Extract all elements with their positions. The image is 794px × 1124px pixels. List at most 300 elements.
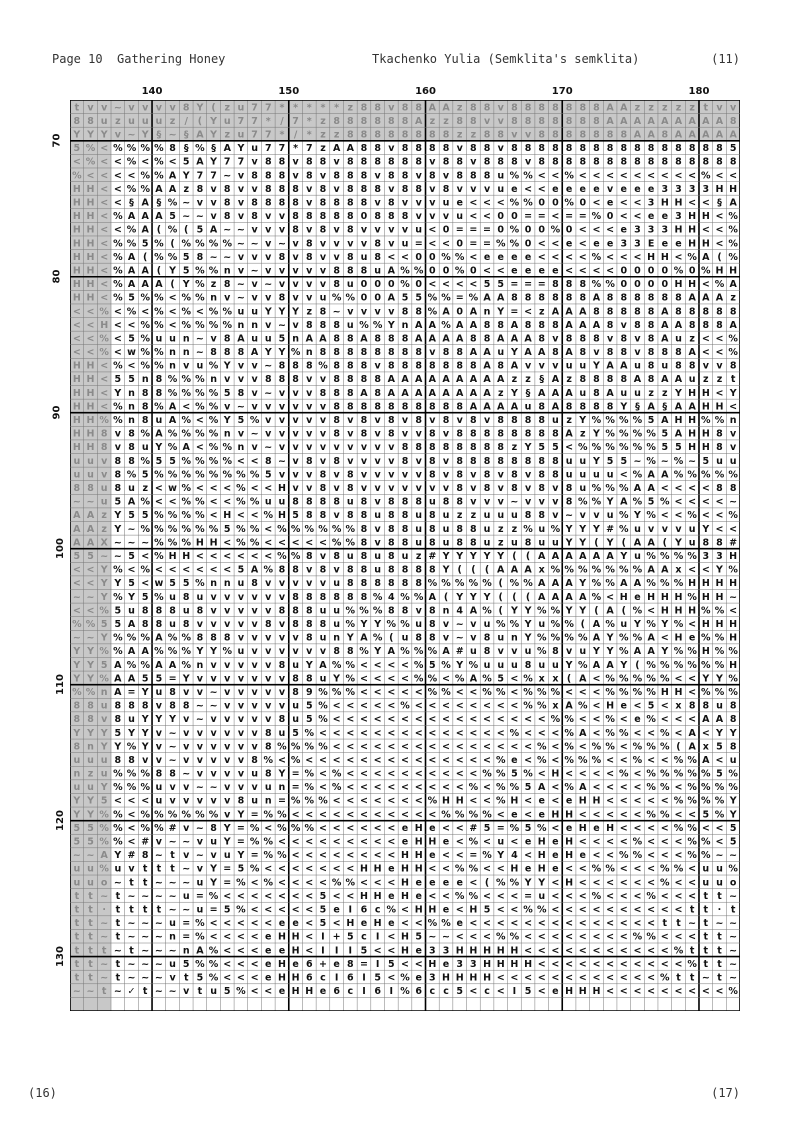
- stitch-symbol: 5: [73, 551, 81, 562]
- stitch-symbol: v: [716, 102, 723, 114]
- stitch-symbol: %: [113, 211, 123, 223]
- stitch-symbol: %: [181, 809, 191, 821]
- stitch-symbol: Y: [579, 578, 587, 590]
- stitch-symbol: 5: [128, 374, 135, 386]
- stitch-symbol: H: [674, 591, 683, 603]
- stitch-symbol: <: [346, 890, 355, 902]
- stitch-symbol: 0: [634, 279, 641, 291]
- stitch-symbol: v: [224, 795, 231, 807]
- stitch-symbol: 8: [429, 469, 436, 481]
- stitch-symbol: Y: [73, 809, 81, 821]
- stitch-symbol: <: [442, 741, 451, 753]
- stitch-symbol: H: [414, 836, 423, 848]
- stitch-symbol: 8: [442, 442, 450, 454]
- stitch-symbol: ~: [182, 836, 191, 848]
- stitch-symbol: <: [660, 700, 669, 712]
- stitch-symbol: v: [374, 306, 381, 318]
- stitch-symbol: A: [141, 265, 149, 277]
- stitch-symbol: <: [401, 768, 409, 780]
- stitch-symbol: ~: [209, 782, 218, 794]
- stitch-symbol: A: [223, 143, 231, 155]
- stitch-symbol: v: [237, 591, 245, 603]
- stitch-symbol: <: [387, 822, 396, 834]
- stitch-symbol: <: [277, 754, 286, 766]
- stitch-symbol: 8: [319, 211, 327, 223]
- stitch-symbol: ~: [127, 958, 136, 970]
- stitch-symbol: ·: [717, 904, 722, 916]
- stitch-symbol: 8: [346, 401, 354, 413]
- stitch-symbol: Y: [538, 877, 546, 889]
- stitch-symbol: 8: [346, 646, 354, 658]
- stitch-symbol: 8: [292, 673, 299, 685]
- stitch-symbol: <: [442, 850, 451, 862]
- stitch-symbol: 8: [702, 306, 710, 318]
- stitch-symbol: =: [510, 279, 519, 291]
- stitch-symbol: %: [564, 564, 574, 576]
- stitch-symbol: A: [620, 496, 628, 508]
- stitch-symbol: A: [633, 115, 642, 127]
- stitch-symbol: 5: [360, 945, 368, 957]
- stitch-symbol: 8: [292, 618, 299, 630]
- stitch-symbol: 8: [251, 170, 258, 182]
- stitch-symbol: <: [72, 156, 81, 168]
- stitch-symbol: *: [279, 102, 285, 114]
- stitch-symbol: u: [634, 387, 641, 399]
- stitch-symbol: %: [660, 659, 670, 671]
- stitch-symbol: %: [701, 632, 711, 644]
- stitch-symbol: u: [319, 292, 327, 304]
- stitch-symbol: %: [687, 659, 697, 671]
- stitch-symbol: %: [714, 605, 725, 617]
- stitch-symbol: 0: [634, 265, 641, 277]
- stitch-symbol: A: [510, 564, 519, 576]
- stitch-symbol: <: [483, 714, 492, 726]
- stitch-symbol: v: [661, 523, 668, 535]
- stitch-symbol: v: [251, 156, 258, 168]
- stitch-symbol: A: [141, 197, 149, 209]
- stitch-symbol: %: [701, 686, 711, 698]
- stitch-symbol: 8: [538, 401, 546, 413]
- stitch-symbol: u: [155, 686, 163, 698]
- stitch-symbol: v: [456, 183, 463, 195]
- stitch-symbol: =: [483, 238, 492, 250]
- stitch-symbol: <: [729, 523, 738, 535]
- stitch-symbol: <: [715, 836, 724, 848]
- stitch-symbol: <: [332, 836, 341, 848]
- stitch-symbol: u: [538, 890, 546, 902]
- stitch-symbol: <: [469, 211, 478, 223]
- stitch-symbol: t: [142, 877, 148, 889]
- stitch-symbol: v: [306, 401, 313, 413]
- stitch-symbol: <: [346, 754, 355, 766]
- stitch-symbol: (: [457, 564, 462, 576]
- stitch-symbol: 8: [456, 115, 464, 127]
- stitch-symbol: A: [565, 306, 573, 318]
- stitch-symbol: 8: [429, 428, 436, 440]
- stitch-symbol: <: [428, 224, 437, 236]
- stitch-symbol: ~: [223, 251, 232, 263]
- stitch-symbol: <: [72, 347, 81, 359]
- stitch-symbol: %: [304, 782, 315, 794]
- stitch-symbol: v: [265, 428, 272, 440]
- row-number: 80: [51, 269, 63, 284]
- stitch-symbol: <: [428, 782, 437, 794]
- stitch-symbol: v: [101, 714, 108, 726]
- stitch-symbol: A: [565, 428, 573, 440]
- stitch-symbol: <: [236, 890, 245, 902]
- stitch-symbol: 8: [483, 646, 491, 658]
- stitch-symbol: 8: [346, 591, 354, 603]
- stitch-symbol: %: [646, 659, 656, 671]
- stitch-symbol: e: [456, 197, 463, 209]
- stitch-symbol: 5: [729, 143, 737, 155]
- stitch-symbol: <: [100, 224, 109, 236]
- stitch-symbol: %: [605, 686, 615, 698]
- stitch-symbol: %: [687, 551, 697, 562]
- stitch-symbol: <: [674, 510, 683, 522]
- stitch-symbol: H: [168, 551, 177, 562]
- stitch-symbol: 7: [251, 129, 258, 141]
- stitch-symbol: v: [374, 415, 381, 427]
- stitch-symbol: ~: [277, 238, 286, 250]
- stitch-symbol: v: [319, 415, 327, 427]
- stitch-symbol: <: [578, 863, 587, 875]
- stitch-symbol: %: [208, 306, 219, 318]
- stitch-symbol: <: [633, 904, 642, 916]
- stitch-symbol: <: [537, 183, 546, 195]
- stitch-symbol: <: [141, 551, 150, 562]
- stitch-symbol: 8: [552, 156, 559, 168]
- stitch-symbol: z: [497, 387, 504, 399]
- stitch-symbol: %: [550, 605, 561, 617]
- stitch-symbol: %: [728, 686, 738, 698]
- stitch-symbol: 8: [333, 347, 340, 359]
- stitch-symbol: Y: [305, 659, 313, 671]
- stitch-symbol: <: [346, 863, 355, 875]
- stitch-symbol: 8: [606, 401, 614, 413]
- stitch-symbol: 8: [593, 374, 600, 386]
- stitch-symbol: A: [155, 211, 163, 223]
- stitch-symbol: 8: [87, 700, 94, 712]
- stitch-symbol: %: [427, 306, 438, 318]
- stitch-symbol: 8: [319, 224, 327, 236]
- stitch-symbol: <: [332, 795, 341, 807]
- stitch-symbol: v: [675, 523, 682, 535]
- stitch-symbol: <: [578, 877, 587, 889]
- stitch-symbol: 8: [374, 183, 381, 195]
- stitch-symbol: %: [673, 754, 684, 766]
- stitch-symbol: 8: [593, 306, 600, 318]
- stitch-symbol: H: [72, 238, 81, 250]
- stitch-symbol: <: [209, 931, 218, 943]
- stitch-symbol: %: [386, 618, 397, 630]
- stitch-symbol: A: [497, 333, 505, 345]
- stitch-symbol: %: [99, 333, 109, 345]
- column-number: 140: [141, 86, 163, 97]
- stitch-symbol: <: [715, 754, 724, 766]
- stitch-symbol: e: [620, 700, 628, 712]
- column-number: 160: [415, 86, 436, 97]
- stitch-symbol: A: [360, 333, 368, 345]
- stitch-symbol: v: [183, 741, 190, 753]
- stitch-symbol: v: [210, 714, 217, 726]
- stitch-symbol: ~: [168, 741, 177, 753]
- stitch-symbol: Y: [73, 646, 81, 658]
- stitch-symbol: <: [332, 863, 341, 875]
- stitch-symbol: Y: [675, 387, 682, 399]
- stitch-symbol: <: [551, 741, 560, 753]
- stitch-symbol: <: [578, 224, 587, 236]
- stitch-symbol: 8: [223, 632, 231, 644]
- stitch-symbol: v: [442, 211, 450, 223]
- stitch-symbol: n: [401, 319, 409, 331]
- stitch-symbol: <: [277, 877, 286, 889]
- stitch-symbol: %: [509, 578, 520, 590]
- stitch-symbol: 0: [552, 197, 559, 209]
- stitch-symbol: <: [428, 279, 437, 291]
- stitch-symbol: 8: [511, 415, 518, 427]
- stitch-symbol: %: [359, 605, 369, 617]
- stitch-symbol: 8: [305, 632, 313, 644]
- stitch-symbol: <: [86, 333, 95, 345]
- stitch-symbol: (: [566, 673, 572, 685]
- stitch-symbol: 8: [346, 129, 354, 141]
- stitch-symbol: 5: [114, 605, 122, 617]
- stitch-symbol: <: [250, 945, 259, 957]
- stitch-symbol: 8: [729, 156, 737, 168]
- stitch-symbol: 8: [524, 319, 532, 331]
- stitch-symbol: A: [469, 374, 478, 386]
- stitch-symbol: %: [263, 754, 274, 766]
- stitch-symbol: I: [362, 986, 366, 998]
- stitch-symbol: 8: [415, 496, 422, 508]
- stitch-symbol: (: [484, 564, 490, 576]
- stitch-symbol: 8: [292, 591, 299, 603]
- stitch-symbol: %: [577, 496, 588, 508]
- stitch-symbol: v: [442, 428, 450, 440]
- stitch-symbol: <: [414, 782, 423, 794]
- stitch-symbol: u: [182, 605, 190, 617]
- stitch-symbol: 5: [155, 673, 163, 685]
- stitch-symbol: <: [688, 564, 697, 576]
- stitch-symbol: u: [511, 537, 518, 549]
- stitch-symbol: H: [86, 224, 95, 236]
- stitch-symbol: 0: [415, 251, 422, 263]
- stitch-symbol: u: [87, 754, 94, 766]
- stitch-symbol: =: [236, 822, 245, 834]
- stitch-symbol: %: [154, 360, 164, 372]
- stitch-symbol: <: [100, 292, 109, 304]
- stitch-symbol: H: [86, 360, 95, 372]
- stitch-symbol: ~: [168, 129, 177, 141]
- stitch-symbol: Y: [87, 659, 94, 671]
- stitch-symbol: 8: [716, 537, 723, 549]
- stitch-symbol: 8: [374, 401, 381, 413]
- stitch-symbol: 6: [346, 972, 354, 984]
- stitch-symbol: <: [318, 809, 327, 821]
- stitch-symbol: <: [551, 931, 560, 943]
- stitch-symbol: t: [197, 986, 203, 998]
- stitch-symbol: <: [318, 850, 327, 862]
- stitch-symbol: 8: [524, 102, 532, 114]
- stitch-symbol: A: [633, 578, 642, 590]
- stitch-symbol: <: [442, 782, 451, 794]
- stitch-symbol: v: [634, 347, 641, 359]
- stitch-symbol: 8: [251, 754, 258, 766]
- stitch-symbol: 8: [346, 578, 354, 590]
- stitch-symbol: %: [167, 224, 178, 236]
- stitch-symbol: 5: [415, 931, 422, 943]
- stitch-symbol: ~: [113, 877, 122, 889]
- stitch-symbol: Y: [100, 741, 108, 753]
- stitch-symbol: %: [263, 877, 274, 889]
- stitch-symbol: <: [100, 170, 109, 182]
- stitch-symbol: v: [237, 618, 245, 630]
- stitch-symbol: e: [579, 183, 586, 195]
- stitch-symbol: 5: [223, 986, 231, 998]
- stitch-symbol: <: [250, 551, 259, 562]
- stitch-symbol: e: [593, 822, 600, 834]
- stitch-symbol: 8: [305, 455, 313, 467]
- stitch-symbol: u: [251, 143, 258, 155]
- stitch-symbol: A: [606, 551, 614, 562]
- stitch-symbol: v: [374, 483, 381, 495]
- stitch-symbol: 6: [415, 986, 422, 998]
- stitch-symbol: v: [265, 700, 272, 712]
- stitch-symbol: 5: [114, 727, 122, 739]
- stitch-symbol: %: [208, 890, 219, 902]
- stitch-symbol: %: [236, 904, 246, 916]
- stitch-symbol: 5: [182, 578, 190, 590]
- stitch-symbol: 8: [429, 564, 436, 576]
- stitch-symbol: <: [401, 714, 409, 726]
- stitch-symbol: H: [291, 986, 300, 998]
- stitch-symbol: v: [183, 360, 190, 372]
- stitch-symbol: z: [525, 374, 531, 386]
- stitch-symbol: =: [455, 292, 464, 304]
- stitch-symbol: 8: [237, 387, 245, 399]
- stitch-symbol: u: [128, 483, 135, 495]
- stitch-symbol: u: [634, 523, 641, 535]
- stitch-symbol: 8: [483, 442, 491, 454]
- stitch-symbol: 7: [223, 156, 231, 168]
- stitch-symbol: H: [715, 578, 724, 590]
- stitch-symbol: 5: [223, 387, 231, 399]
- stitch-symbol: %: [619, 768, 629, 780]
- stitch-symbol: 8: [456, 428, 464, 440]
- stitch-symbol: v: [128, 863, 135, 875]
- stitch-symbol: H: [715, 401, 724, 413]
- stitch-symbol: 8: [388, 510, 395, 522]
- stitch-symbol: 8: [415, 347, 422, 359]
- stitch-symbol: <: [250, 931, 259, 943]
- stitch-symbol: <: [715, 523, 724, 535]
- stitch-symbol: Y: [469, 591, 477, 603]
- stitch-symbol: u: [182, 890, 190, 902]
- stitch-symbol: 8: [333, 211, 340, 223]
- stitch-symbol: 5: [114, 374, 122, 386]
- stitch-symbol: <: [318, 537, 327, 549]
- stitch-symbol: 8: [524, 292, 532, 304]
- stitch-symbol: n: [169, 931, 176, 943]
- stitch-symbol: %: [728, 510, 738, 522]
- stitch-symbol: 8: [388, 415, 395, 427]
- stitch-symbol: %: [126, 306, 137, 318]
- stitch-symbol: %: [591, 890, 602, 902]
- stitch-symbol: 8: [729, 483, 737, 495]
- stitch-symbol: v: [470, 496, 477, 508]
- stitch-symbol: <: [565, 768, 574, 780]
- stitch-symbol: A: [633, 537, 642, 549]
- stitch-symbol: <: [619, 822, 628, 834]
- stitch-symbol: <: [387, 673, 396, 685]
- stitch-symbol: Y: [141, 741, 149, 753]
- stitch-symbol: %: [550, 523, 561, 535]
- stitch-symbol: n: [223, 428, 231, 440]
- stitch-symbol: v: [552, 510, 559, 522]
- stitch-symbol: 8: [333, 387, 340, 399]
- stitch-symbol: 8: [415, 129, 422, 141]
- stitch-symbol: <: [332, 890, 341, 902]
- stitch-symbol: %: [113, 415, 123, 427]
- stitch-symbol: <: [455, 279, 464, 291]
- stitch-symbol: v: [265, 251, 272, 263]
- stitch-symbol: v: [210, 768, 217, 780]
- stitch-symbol: 8: [128, 442, 135, 454]
- stitch-symbol: v: [224, 605, 231, 617]
- stitch-symbol: u: [374, 564, 382, 576]
- stitch-symbol: <: [565, 863, 574, 875]
- stitch-symbol: <: [442, 700, 451, 712]
- stitch-symbol: 8: [73, 483, 81, 495]
- stitch-symbol: %: [140, 632, 150, 644]
- stitch-symbol: <: [428, 238, 437, 250]
- stitch-symbol: u: [346, 319, 354, 331]
- stitch-symbol: A: [73, 537, 81, 549]
- stitch-symbol: 8: [716, 306, 723, 318]
- stitch-symbol: Y: [223, 836, 231, 848]
- stitch-symbol: 5: [702, 455, 710, 467]
- stitch-symbol: %: [154, 251, 164, 263]
- stitch-symbol: ~: [277, 319, 286, 331]
- stitch-symbol: Y: [114, 523, 122, 535]
- stitch-symbol: v: [319, 578, 327, 590]
- stitch-symbol: u: [223, 115, 231, 127]
- stitch-symbol: %: [154, 156, 164, 168]
- stitch-symbol: t: [730, 904, 736, 916]
- stitch-symbol: <: [387, 809, 396, 821]
- stitch-symbol: H: [647, 251, 656, 263]
- stitch-symbol: %: [236, 537, 246, 549]
- stitch-symbol: <: [236, 958, 245, 970]
- stitch-symbol: <: [537, 170, 546, 182]
- stitch-symbol: <: [469, 768, 478, 780]
- stitch-symbol: %: [468, 863, 479, 875]
- stitch-symbol: %: [113, 292, 123, 304]
- page-index: (11): [711, 52, 740, 66]
- stitch-symbol: e: [442, 877, 450, 889]
- stitch-symbol: ~: [86, 496, 95, 508]
- stitch-symbol: A: [565, 700, 573, 712]
- stitch-symbol: v: [183, 686, 190, 698]
- stitch-symbol: v: [333, 251, 340, 263]
- stitch-symbol: u: [538, 659, 546, 671]
- stitch-symbol: n: [196, 659, 204, 671]
- stitch-symbol: %: [605, 727, 615, 739]
- stitch-symbol: <: [578, 768, 587, 780]
- stitch-symbol: v: [388, 469, 395, 481]
- stitch-symbol: <: [318, 768, 327, 780]
